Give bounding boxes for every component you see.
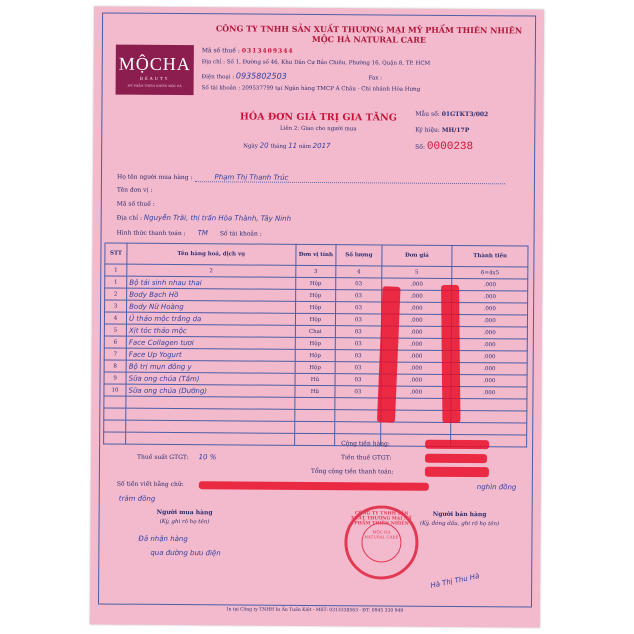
- table-row: 3 Body Nữ Hoàng Hộp 03 .000 .000: [105, 300, 528, 315]
- amount-words-line2: trăm đồng: [118, 494, 156, 503]
- invoice-number: 0000238: [426, 140, 474, 154]
- company-logo: [116, 45, 194, 96]
- buyer-unit-row: Tên đơn vị :: [116, 186, 153, 194]
- invoice-copy: Liên 2: Giao cho người mua: [279, 125, 357, 133]
- table-row: 1 Bộ tái sinh nhau thai Hộp 03 .000 .000: [105, 276, 528, 291]
- amount-words-row: Số tiền viết bằng chữ: nghìn đồng: [116, 480, 517, 492]
- seller-address-row: Địa chỉ : Số 1, Đường số 46, Khu Dân Cư Bảo Chiêu, Phường 16, Quận 8, TP. HCM: [201, 59, 431, 67]
- items-table: [103, 243, 528, 448]
- logo-tag: MỸ PHẨM THIÊN NHIÊN MỘC HÀ: [127, 83, 182, 89]
- seller-address: Số 1, Đường số 46, Khu Dân Cư Bảo Chiêu, Phường 16, Quận 8, TP. HCM: [226, 59, 431, 67]
- buyer-address-row: Địa chỉ : Nguyễn Trãi, thị trấn Hòa Thành, Tây Ninh: [116, 213, 292, 223]
- seller-phone: 0935802503: [235, 71, 287, 81]
- table-row: 4 Ủ thảo mộc trắng da Hộp 03 .000 .000: [104, 312, 527, 327]
- table-row: 9 Sữa ong chúa (Tắm) Hũ 03 .000 .000: [104, 372, 527, 387]
- table-row: 6 Face Collagen tươi Hộp 03 .000 .000: [104, 336, 527, 351]
- logo-sub: BEAUTY: [139, 75, 170, 81]
- table-row: 2 Body Bạch Hồ Hộp 03 .000 .000: [105, 288, 528, 303]
- redaction-mark: [199, 481, 429, 491]
- invoice-number-row: Số: 0000238: [415, 140, 474, 154]
- seller-account: 209537799 tại Ngân hàng TMCP Á Châu - Chi nhánh Hòa Hưng: [241, 85, 421, 93]
- table-index-row: 1 2 3 4 5 6=4x5: [105, 264, 528, 279]
- form-number: Mẫu số: 01GTKT3/002: [415, 110, 489, 119]
- company-seal: CÔNG TY TNHH SẢN XUẤT THƯƠNG MẠI MỸ PHẨM THIÊN NHIÊN MỘC HÀ NATURAL CARE: [344, 505, 419, 580]
- printer-footer: In tại Công ty TNHH In Ấn Tuấn Kiệt - MST: 0313338563 - ĐT: 0945 330 949: [226, 607, 404, 614]
- seller-tax-code: 0313409344: [241, 47, 294, 55]
- table-row: 7 Face Up Yogurt Hộp 03 .000 .000: [104, 348, 527, 363]
- invoice-date: Ngày 20 tháng 11 năm 2017: [243, 141, 331, 151]
- date-year: 2017: [312, 141, 331, 151]
- table-header-row: STT Tên hàng hoá, dịch vụ Đơn vị tính Số lượng Đơn giá Thành tiền: [105, 243, 528, 267]
- company-name: CÔNG TY TNHH SẢN XUẤT THƯƠNG MẠI MỸ PHẨM THIÊN NHIÊN: [215, 23, 523, 36]
- buyer-sign-label: Người mua hàng: [156, 508, 213, 517]
- seller-signature: Hà Thị Thu Hà: [429, 572, 481, 590]
- grand-total-label: Tổng cộng tiền thanh toán:: [310, 467, 394, 476]
- redaction-mark: [441, 285, 460, 423]
- vat-rate: 10 %: [198, 453, 217, 462]
- redaction-mark: [425, 440, 489, 449]
- buyer-name: Phạm Thị Thanh Trúc: [194, 173, 504, 184]
- redaction-mark: [425, 467, 489, 477]
- buyer-address: Nguyễn Trãi, thị trấn Hòa Thành, Tây Ninh: [143, 213, 292, 223]
- date-month: 11: [288, 141, 298, 150]
- buyer-sign-hint: (Ký, ghi rõ họ tên): [159, 518, 210, 526]
- buyer-signature-2: qua đường bưu điện: [150, 548, 221, 558]
- buyer-signature-1: Đã nhận hàng: [138, 534, 188, 544]
- table-row: 10 Sữa ong chúa (Dưỡng) Hũ 03 .000 .000: [104, 384, 527, 399]
- seller-sign-hint: (Ký, đóng dấu, ghi rõ họ tên): [419, 520, 500, 528]
- logo-brand: MỘCHA: [118, 53, 191, 75]
- payment-method: TM: [197, 229, 208, 238]
- seller-tax-row: Mã số thuế : 0313409344: [201, 47, 294, 55]
- redaction-mark: [425, 454, 487, 463]
- date-day: 20: [259, 141, 269, 150]
- vat-amount-label: Tiền thuế GTGT:: [340, 454, 392, 462]
- seller-phone-row: Điện thoại : 0935802503 Fax :: [201, 71, 382, 82]
- buyer-name-row: Họ tên người mua hàng : Phạm Thị Thanh Trúc: [117, 173, 517, 185]
- table-row: 8 Bộ trị mụn đông y Hộp 03 .000 .000: [104, 360, 527, 375]
- company-brand-line: MỘC HÀ NATURAL CARE: [311, 33, 427, 45]
- payment-row: Hình thức thanh toán : TM Số tài khoản :: [116, 229, 262, 238]
- table-row: 5 Xịt tóc thảo mộc Chai 03 .000 .000: [104, 324, 527, 339]
- buyer-tax-row: Mã số thuế :: [116, 200, 155, 208]
- seller-sign-label: Người bán hàng: [432, 510, 487, 519]
- amount-words-tail: nghìn đồng: [476, 483, 517, 492]
- invoice-sheet: [90, 6, 544, 627]
- seller-account-row: Số tài khoản : 209537799 tại Ngân hàng TMCP Á Châu - Chi nhánh Hòa Hưng: [201, 85, 421, 93]
- vat-rate-row: Thuế suất GTGT: 10 %: [136, 453, 217, 462]
- goods-total-label: Cộng tiền hàng:: [341, 440, 390, 448]
- serial-symbol: Ký hiệu: MH/17P: [415, 126, 470, 135]
- invoice-title: HÓA ĐƠN GIÁ TRỊ GIA TĂNG: [239, 111, 397, 124]
